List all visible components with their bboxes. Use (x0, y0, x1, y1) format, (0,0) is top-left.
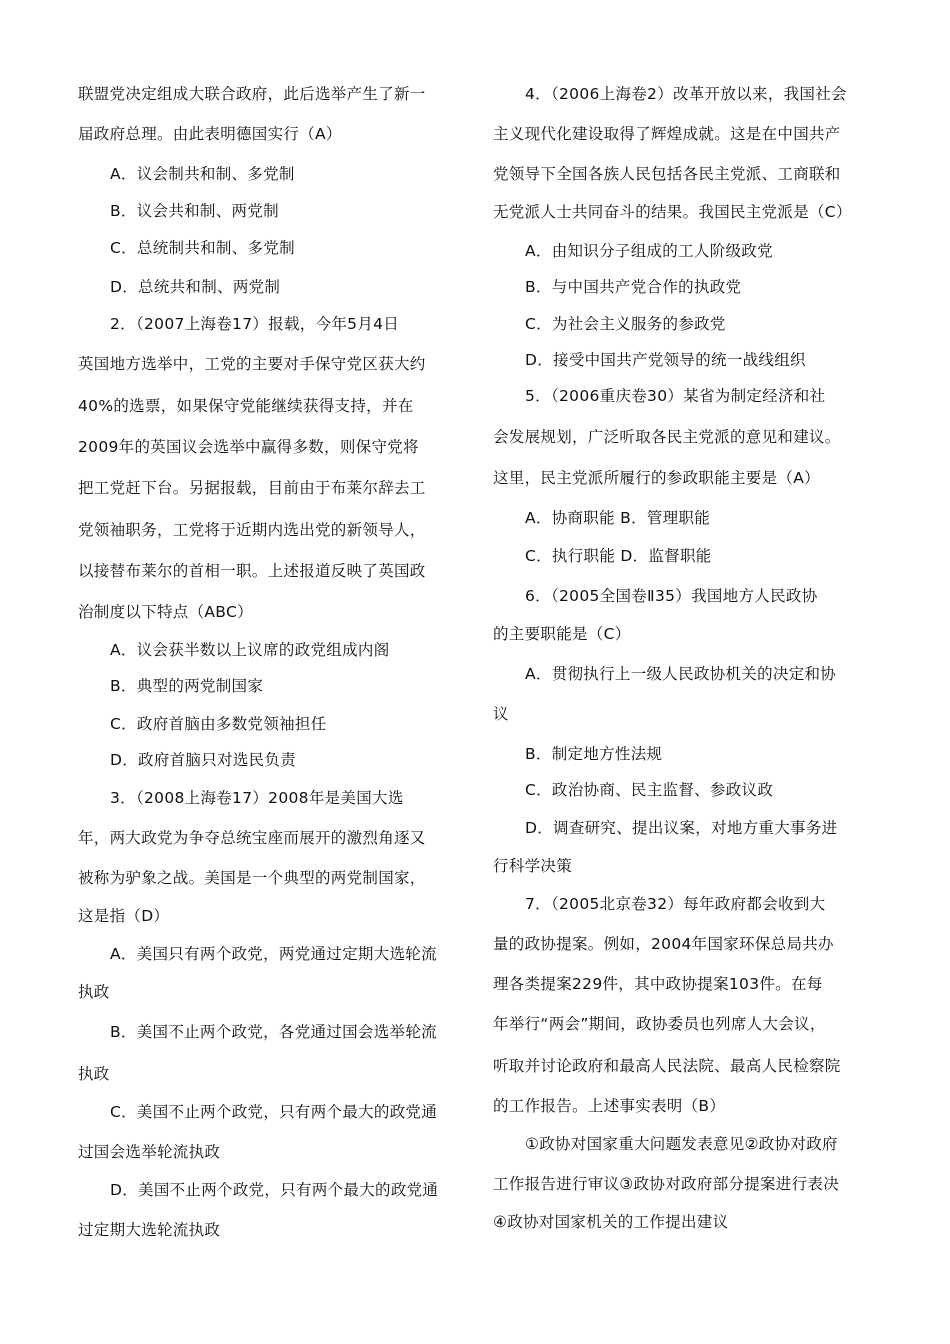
left-text-line: 40%的选票，如果保守党能继续获得支持，并在 (78, 397, 414, 415)
right-text-line: 的工作报告。上述事实表明（B） (493, 1097, 726, 1115)
left-text-line: D．总统共和制、两党制 (110, 278, 281, 296)
right-text-line: C．执行职能 D．监督职能 (525, 547, 712, 565)
left-text-line: 被称为驴象之战。美国是一个典型的两党制国家， (78, 869, 426, 887)
left-text-line: D．美国不止两个政党，只有两个最大的政党通 (110, 1181, 439, 1199)
right-text-line: ①政协对国家重大问题发表意见②政协对政府 (525, 1135, 838, 1153)
right-text-line: 会发展规划，广泛听取各民主党派的意见和建议。 (493, 428, 841, 446)
right-text-line: 5．（2006重庆卷30）某省为制定经济和社 (525, 387, 826, 405)
left-text-line: B．议会共和制、两党制 (110, 202, 279, 220)
left-text-line: 过定期大选轮流执政 (78, 1221, 221, 1239)
right-text-line: A．贯彻执行上一级人民政协机关的决定和协 (525, 665, 837, 683)
right-text-line: 议 (493, 705, 509, 723)
right-text-line: 4．（2006上海卷2）改革开放以来，我国社会 (525, 85, 847, 103)
right-text-line: 党领导下全国各族人民包括各民主党派、工商联和 (493, 165, 841, 183)
right-text-line: A．由知识分子组成的工人阶级政党 (525, 242, 773, 260)
right-text-line: 工作报告进行审议③政协对政府部分提案进行表决 (493, 1175, 839, 1193)
right-text-line: B．与中国共产党合作的执政党 (525, 278, 742, 296)
right-text-line: 年举行“两会”期间，政协委员也列席人大会议， (493, 1015, 826, 1033)
right-text-line: 7．（2005北京卷32）每年政府都会收到大 (525, 895, 826, 913)
left-text-line: 过国会选举轮流执政 (78, 1143, 221, 1161)
right-text-line: 的主要职能是（C） (493, 625, 631, 643)
left-text-line: 这是指（D） (78, 907, 170, 925)
right-text-line: 这里，民主党派所履行的参政职能主要是（A） (493, 469, 820, 487)
right-text-line: 听取并讨论政府和最高人民法院、最高人民检察院 (493, 1057, 841, 1075)
right-text-line: 量的政协提案。例如，2004年国家环保总局共办 (493, 935, 834, 953)
right-text-line: 无党派人士共同奋斗的结果。我国民主党派是（C） (493, 203, 852, 221)
left-text-line: D．政府首脑只对选民负责 (110, 751, 297, 769)
right-text-line: 主义现代化建设取得了辉煌成就。这是在中国共产 (493, 125, 841, 143)
right-text-line: D．调查研究、提出议案，对地方重大事务进 (525, 819, 838, 837)
left-text-line: B．典型的两党制国家 (110, 677, 264, 695)
left-text-line: 联盟党决定组成大联合政府，此后选举产生了新一 (78, 85, 426, 103)
left-text-line: A．议会获半数以上议席的政党组成内阁 (110, 641, 390, 659)
left-text-line: 党领袖职务，工党将于近期内选出党的新领导人， (78, 521, 426, 539)
right-text-line: D．接受中国共产党领导的统一战线组织 (525, 351, 806, 369)
right-text-line: 理各类提案229件，其中政协提案103件。在每 (493, 975, 823, 993)
left-text-line: 3．（2008上海卷17）2008年是美国大选 (110, 789, 404, 807)
right-text-line: C．政治协商、民主监督、参政议政 (525, 781, 774, 799)
left-text-line: C．美国不止两个政党，只有两个最大的政党通 (110, 1103, 438, 1121)
left-text-line: B．美国不止两个政党，各党通过国会选举轮流 (110, 1023, 437, 1041)
left-text-line: 英国地方选举中，工党的主要对手保守党区获大约 (78, 355, 426, 373)
left-text-line: A．美国只有两个政党，两党通过定期大选轮流 (110, 945, 437, 963)
left-text-line: A．议会制共和制、多党制 (110, 165, 295, 183)
left-text-line: 以接替布莱尔的首相一职。上述报道反映了英国政 (78, 562, 426, 580)
left-text-line: C．总统制共和制、多党制 (110, 239, 295, 257)
left-text-line: C．政府首脑由多数党领袖担任 (110, 715, 327, 733)
left-text-line: 执政 (78, 983, 110, 1001)
left-text-line: 2．（2007上海卷17）报载，今年5月4日 (110, 315, 400, 333)
right-text-line: 行科学决策 (493, 857, 573, 875)
left-text-line: 年，两大政党为争夺总统宝座而展开的激烈角逐又 (78, 829, 426, 847)
right-text-line: B．制定地方性法规 (525, 745, 663, 763)
right-text-line: C．为社会主义服务的参政党 (525, 315, 726, 333)
left-text-line: 把工党赶下台。另据报载，目前由于布莱尔辞去工 (78, 479, 426, 497)
left-text-line: 执政 (78, 1065, 110, 1083)
left-text-line: 2009年的英国议会选举中赢得多数，则保守党将 (78, 438, 419, 456)
right-text-line: ④政协对国家机关的工作提出建议 (493, 1213, 729, 1231)
left-text-line: 届政府总理。由此表明德国实行（A） (78, 125, 342, 143)
right-text-line: A．协商职能 B．管理职能 (525, 509, 711, 527)
right-text-line: 6．（2005全国卷Ⅱ35）我国地方人民政协 (525, 587, 818, 605)
left-text-line: 治制度以下特点（ABC） (78, 603, 253, 621)
